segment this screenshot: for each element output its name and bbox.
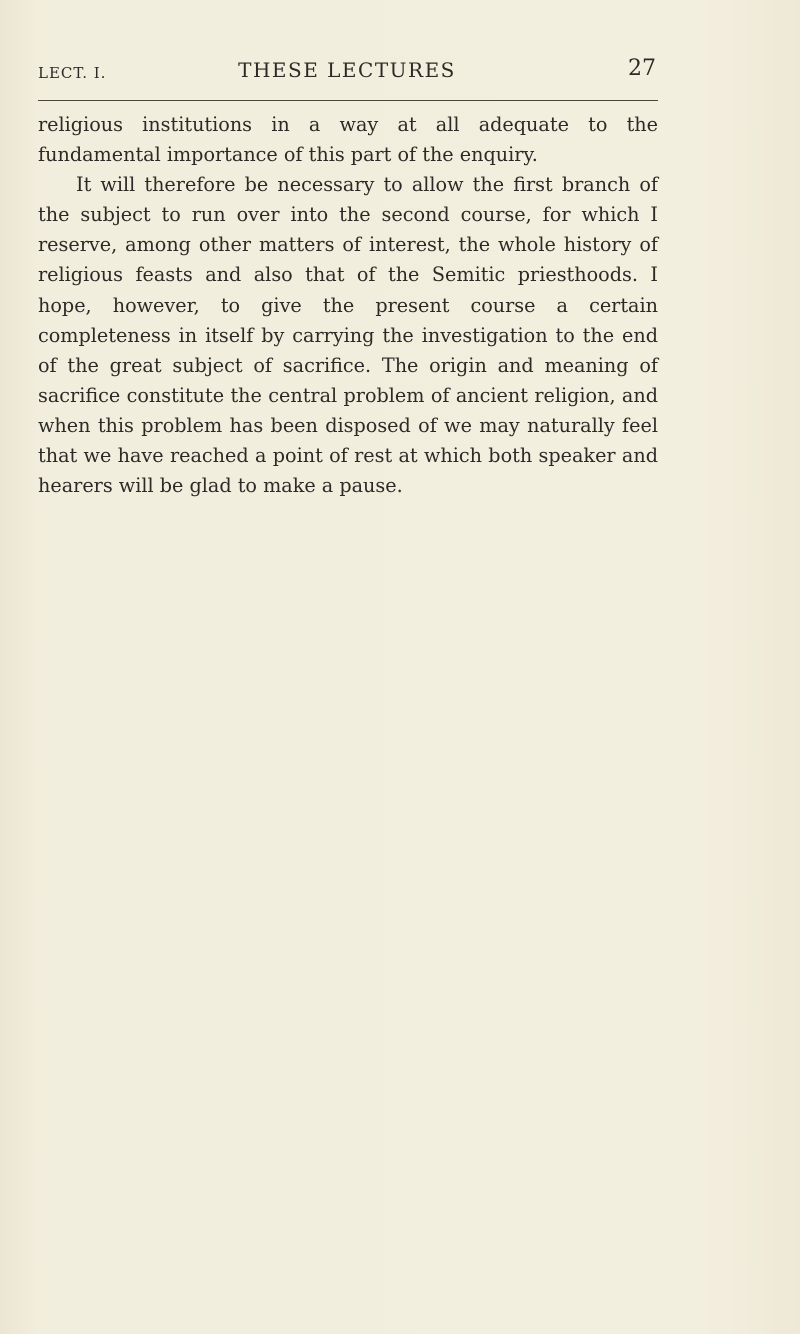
paragraph: It will therefore be necessary to allow the first branch of the subject to run over into the second course, for which I reserve, among other matters of interest, the whole history of religious feasts and also that of the Semitic priesthoods. I hope, however, to give the present course a certain completeness in itself by carrying the investigation to the end of the great subject of sacrifice. The origin and meaning of sacrifice constitute the central problem of ancient religion, and when this problem has been disposed of we may naturally feel that we have reached a point of rest at which both speaker and hearers will be glad to make a pause. bbox=[38, 173, 658, 498]
paragraph-continued: religious institutions in a way at all adequate to the fundamental importance of this part of the enquiry. bbox=[38, 113, 658, 167]
header-rule bbox=[38, 100, 658, 101]
body-text bbox=[38, 110, 658, 501]
running-head bbox=[38, 56, 656, 90]
page-heading: THESE LECTURES bbox=[238, 58, 456, 82]
page-number: 27 bbox=[628, 56, 656, 81]
lecture-label: LECT. I. bbox=[38, 64, 107, 82]
